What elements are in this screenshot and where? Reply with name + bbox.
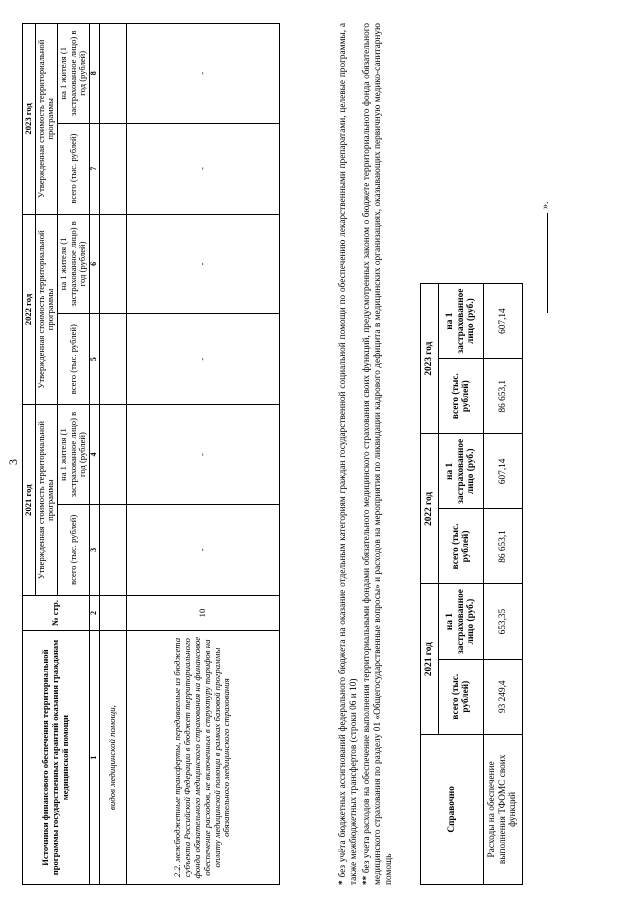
row-label-2-2: 2.2. межбюджетные трансферты, передаваемые из бюджета субъекта Российской Федерации в бюджет территориального фонда обязательного медицинского страхования на финансовое обеспечение расходов, не включенных в структуру тарифов на оплату медицинской помощи в рамках базовой программы обязательного медицинского страхования [126,631,279,885]
footnote-1-text: без учёта бюджетных ассигнований федерального бюджета на оказание отдельным категориям граждан государственной социальной помощи по обеспечению лекарственными препаратами, целевые программы, а также межбюджетных трансфертов (строки 06 и 10) [338,23,359,885]
column-number: 2 [89,595,99,630]
ref-total-2023: всего (тыс. рублей) [439,359,484,434]
footnote-2-text: без учета расходов на обеспечение выполнения территориальными фондами обязательного медицинского страхования своих функций, предусмотренных законом о бюджете территориального фонда обязательного медицинского страхования по разделу 01 «Общегосударственные вопросы» и расходов на мероприятия по ликвидации кадрового дефицита в медицинских организациях, оказывающих первичную медико-санитарную помощь [361,23,394,885]
header-approved-cost-2022: Утвержденная стоимость территориальной программы [35,214,57,405]
footnote-2: ** без учета расходов на обеспечение выполнения территориальными фондами обязательного медицинского страхования своих функций, предусмотренных законом о бюджете территориального фонда обязательного медицинского страхования по разделу 01 «Общегосударственные вопросы» и расходов на мероприятия по ликвидации кадрового дефицита в медицинских организациях, оказывающих первичную медико-санитарную помощь [361,23,394,885]
header-financing-sources: Источники финансового обеспечения территориальной программы государственных гарантий оказания гражданам медицинской помощи [23,631,90,885]
ref-year-2023: 2023 год [421,284,439,434]
ref-value: 607,14 [484,284,523,359]
column-number: 6 [89,214,99,313]
ref-year-2022: 2022 год [421,434,439,584]
column-number: 3 [89,504,99,595]
cell-value: - [126,504,279,595]
cell-value: - [126,24,279,124]
ref-total-2021: всего (тыс. рублей) [439,659,484,734]
ref-value: 93 249,4 [484,659,523,734]
ref-year-2021: 2021 год [421,584,439,734]
ref-value: 653,35 [484,584,523,659]
footnote-1: * без учёта бюджетных ассигнований федерального бюджета на оказание отдельным категориям граждан государственной социальной помощи по обеспечению лекарственными препаратами, целевые программы, а также межбюджетных трансфертов (строки 06 и 10) [338,23,359,885]
header-row-number: № стр. [23,595,90,630]
header-per-resident-2023: на 1 жителя (1 застрахованное лицо) в год (рублей) [57,24,89,124]
financing-sources-table [22,23,280,885]
cell-value: - [126,123,279,214]
header-year-2022: 2022 год [23,214,36,405]
ref-value: 607,14 [484,434,523,509]
ref-per-insured-2021: на 1 застрахованное лицо (руб.) [439,584,484,659]
column-number: 1 [89,631,99,885]
cell-value: - [126,405,279,504]
ref-value: 86 653,1 [484,359,523,434]
footnotes [338,23,397,885]
column-number: 7 [89,123,99,214]
header-approved-cost-2021: Утвержденная стоимость территориальной программы [35,405,57,596]
header-total-2023: всего (тыс. рублей) [57,123,89,214]
header-total-2022: всего (тыс. рублей) [57,314,89,405]
closing-mark: ». [540,202,551,314]
header-year-2021: 2021 год [23,405,36,596]
ref-per-insured-2022: на 1 застрахованное лицо (руб.) [439,434,484,509]
reference-table [420,283,523,885]
column-number: 8 [89,24,99,124]
page-number: 3 [6,459,20,465]
header-per-resident-2022: на 1 жителя (1 застрахованное лицо) в год (рублей) [57,214,89,313]
column-numbers-row [89,24,99,885]
row-number: 10 [126,595,279,630]
table-row [126,24,279,885]
ref-row-label: Расходы на обеспечение выполнения ТФОМС своих функций [484,734,523,884]
ref-total-2022: всего (тыс. рублей) [439,509,484,584]
column-number: 4 [89,405,99,504]
cell-value: - [126,214,279,313]
row-label: видов медицинской помощи, [99,631,126,885]
ref-header: Справочно [421,734,484,884]
closing-line [547,213,548,313]
header-total-2021: всего (тыс. рублей) [57,504,89,595]
header-approved-cost-2023: Утвержденная стоимость территориальной программы [35,24,57,215]
table-row [484,284,523,885]
cell-value: - [126,314,279,405]
column-number: 5 [89,314,99,405]
ref-per-insured-2023: на 1 застрахованное лицо (руб.) [439,284,484,359]
header-year-2023: 2023 год [23,24,36,215]
table-row [99,24,126,885]
ref-value: 86 653,1 [484,509,523,584]
header-per-resident-2021: на 1 жителя (1 застрахованное лицо) в год (рублей) [57,405,89,504]
